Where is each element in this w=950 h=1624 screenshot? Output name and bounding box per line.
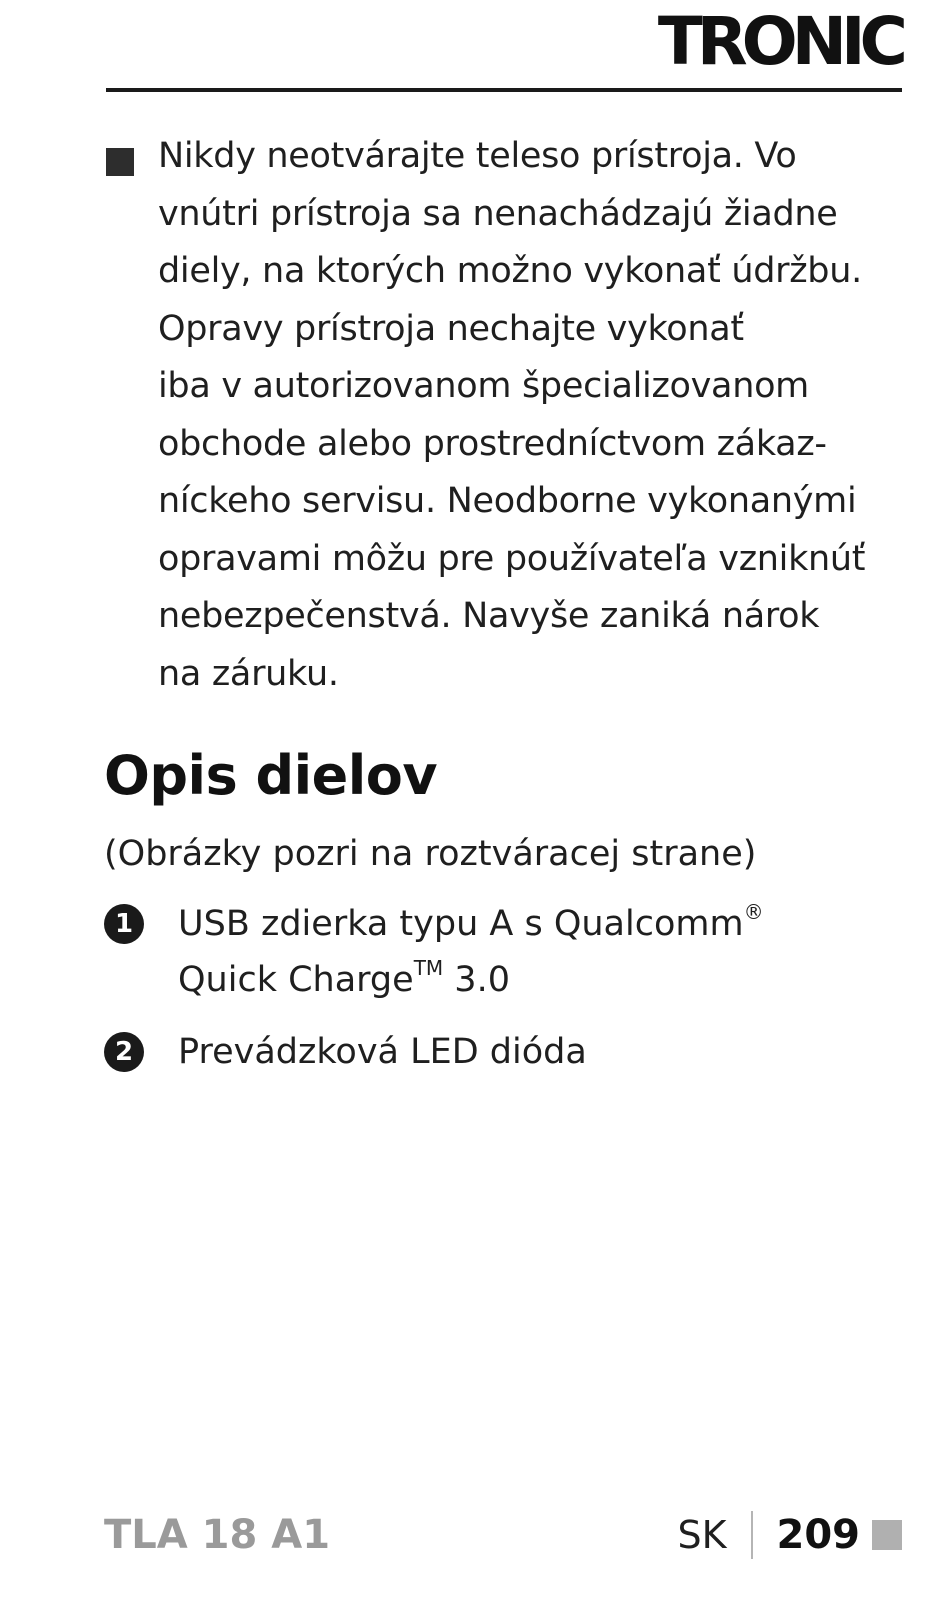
part-line [178, 896, 904, 952]
bullet-square-icon [106, 148, 134, 176]
notice-line: níckeho servisu. Neodborne vykonanými [158, 481, 857, 521]
notice-line: na záruku. [158, 653, 339, 694]
registered-mark: ® [743, 900, 764, 924]
part-description [178, 1024, 904, 1080]
notice-line: iba v autorizovanom špecializovanom [158, 366, 809, 406]
footer-page-info [677, 1508, 902, 1562]
safety-notice [106, 128, 906, 703]
part-text: 3.0 [443, 960, 510, 1000]
notice-line: vnútri prístroja sa nenachádzajú žiadne [158, 193, 838, 234]
part-description [178, 896, 904, 1008]
notice-line: opravami môžu pre používateľa vzniknúť [158, 538, 866, 579]
brand-logo: TRONIC [657, 3, 902, 80]
section-title: Opis dielov [104, 744, 438, 807]
part-number-badge: 2 [104, 1032, 144, 1072]
trademark-mark: TM [413, 956, 444, 980]
notice-line: nebezpečenstvá. Navyše zaniká nárok [158, 596, 820, 636]
footer-language: SK [677, 1513, 727, 1557]
header-divider [106, 88, 902, 92]
part-text: USB zdierka typu A s Qualcomm [178, 904, 744, 944]
footer-model: TLA 18 A1 [104, 1512, 331, 1558]
part-line [178, 952, 904, 1008]
part-number-badge: 1 [104, 904, 144, 944]
notice-line: diely, na ktorých možno vykonať údržbu. [158, 251, 862, 291]
part-text: Prevádzková LED dióda [178, 1032, 587, 1072]
part-item [104, 896, 904, 1008]
parts-list [104, 896, 904, 1096]
footer-divider [751, 1511, 753, 1559]
page-marker-icon [872, 1520, 902, 1550]
notice-line: obchode alebo prostredníctvom zákaz- [158, 423, 827, 464]
notice-line: Opravy prístroja nechajte vykonať [158, 308, 744, 349]
page-number: 209 [776, 1512, 860, 1558]
section-subtitle: (Obrázky pozri na roztváracej strane) [104, 834, 757, 874]
notice-line: Nikdy neotvárajte teleso prístroja. Vo [158, 136, 797, 176]
part-item [104, 1024, 904, 1080]
notice-text [158, 128, 906, 703]
part-text: Quick Charge [178, 960, 414, 1000]
